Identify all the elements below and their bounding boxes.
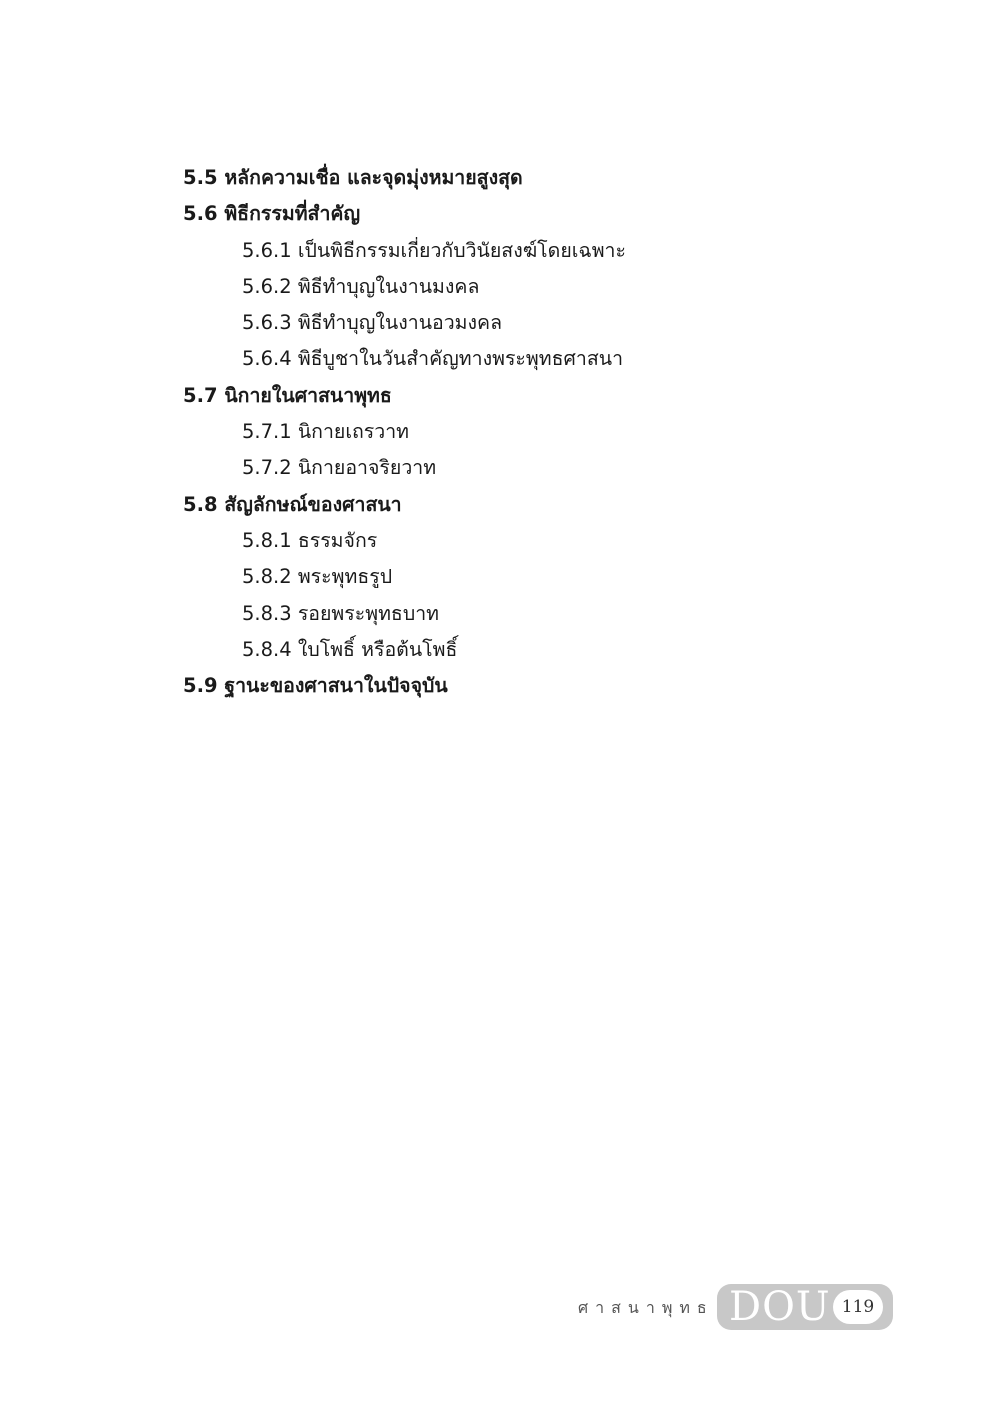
toc-subitem: 5.6.3 พิธีทำบุญในงานอวมงคล	[242, 311, 503, 335]
toc-heading: 5.7 นิกายในศาสนาพุทธ	[183, 383, 392, 407]
table-of-contents	[183, 160, 943, 704]
toc-subitem: 5.6.4 พิธีบูชาในวันสำคัญทางพระพุทธศาสนา	[242, 347, 624, 371]
toc-heading: 5.9 ฐานะของศาสนาในปัจจุบัน	[183, 674, 448, 698]
toc-subitem: 5.6.1 เป็นพิธีกรรมเกี่ยวกับวินัยสงฆ์โดยเฉพาะ	[242, 238, 626, 262]
running-title: ศาสนาพุทธ	[578, 1298, 714, 1317]
dou-logo: DOU	[729, 1284, 831, 1330]
page-footer	[560, 1282, 900, 1334]
toc-heading: 5.6 พิธีกรรมที่สำคัญ	[183, 202, 361, 226]
page-number: 119	[833, 1290, 883, 1324]
toc-subitem: 5.7.1 นิกายเถรวาท	[242, 420, 410, 444]
toc-subitem: 5.8.3 รอยพระพุทธบาท	[242, 601, 440, 625]
toc-subitem: 5.6.2 พิธีทำบุญในงานมงคล	[242, 274, 480, 298]
toc-subitem: 5.7.2 นิกายอาจริยวาท	[242, 456, 437, 480]
toc-heading: 5.8 สัญลักษณ์ของศาสนา	[183, 492, 402, 516]
dou-badge	[717, 1284, 893, 1330]
toc-subitem: 5.8.1 ธรรมจักร	[242, 528, 378, 552]
toc-subitem: 5.8.2 พระพุทธรูป	[242, 565, 393, 589]
toc-heading: 5.5 หลักความเชื่อ และจุดมุ่งหมายสูงสุด	[183, 166, 523, 189]
toc-subitem: 5.8.4 ใบโพธิ์ หรือต้นโพธิ์	[242, 637, 458, 661]
